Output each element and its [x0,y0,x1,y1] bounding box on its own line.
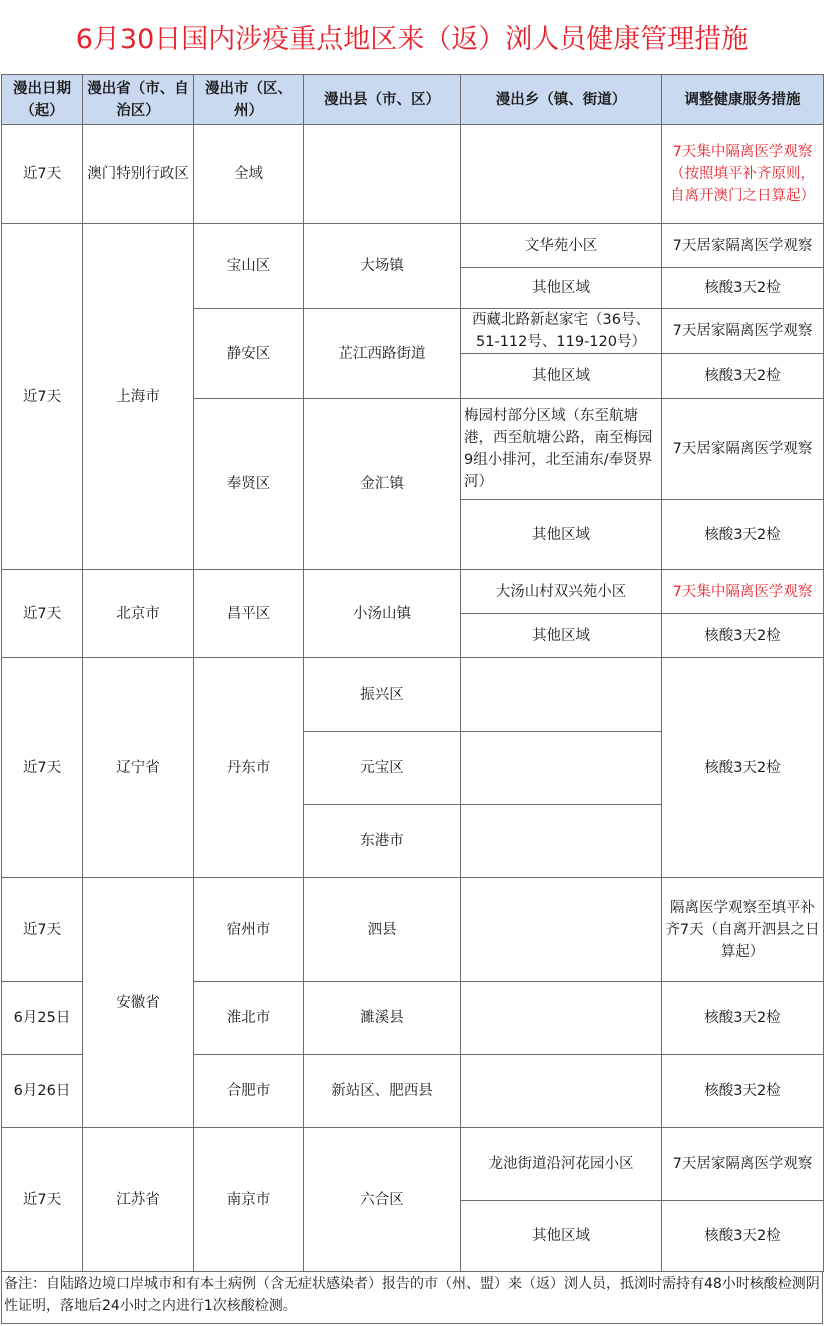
county-cell: 大场镇 [304,224,461,309]
county-cell: 东港市 [304,805,461,878]
town-cell: 大汤山村双兴苑小区 [461,570,662,614]
county-cell: 元宝区 [304,732,461,805]
measure-cell: 核酸3天2检 [662,614,824,658]
date-cell: 近7天 [2,658,83,878]
date-cell: 近7天 [2,1128,83,1272]
date-cell: 6月26日 [2,1055,83,1128]
city-cell: 丹东市 [194,658,304,878]
town-cell: 梅园村部分区域（东至航塘港，西至航塘公路，南至梅园9组小排河，北至浦东/奉贤界河） [461,399,662,500]
city-cell: 昌平区 [194,570,304,658]
town-cell [461,805,662,878]
header-county: 漫出县（市、区） [304,75,461,125]
header-measure: 调整健康服务措施 [662,75,824,125]
county-cell [304,125,461,224]
measure-cell: 7天居家隔离医学观察 [662,399,824,500]
county-cell: 濉溪县 [304,982,461,1055]
town-cell [461,878,662,982]
city-cell: 南京市 [194,1128,304,1272]
header-date: 漫出日期（起） [2,75,83,125]
province-cell: 安徽省 [83,878,194,1128]
table-row [2,570,824,614]
town-cell [461,125,662,224]
town-cell: 龙池街道沿河花园小区 [461,1128,662,1201]
measure-cell: 7天集中隔离医学观察（按照填平补齐原则，自离开澳门之日算起） [662,125,824,224]
measure-cell: 7天居家隔离医学观察 [662,309,824,354]
header-province: 漫出省（市、自治区） [83,75,194,125]
town-cell: 文华苑小区 [461,224,662,268]
measure-cell: 核酸3天2检 [662,1055,824,1128]
town-cell: 西藏北路新赵家宅（36号、51-112号、119-120号） [461,309,662,354]
date-cell: 近7天 [2,570,83,658]
county-cell: 金汇镇 [304,399,461,570]
measure-cell: 核酸3天2检 [662,268,824,309]
footnote: 备注：自陆路边境口岸城市和有本土病例（含无症状感染者）报告的市（州、盟）来（返）浏人员，抵浏时需持有48小时核酸检测阴性证明，落地后24小时之内进行1次核酸检测。 [4,1276,820,1314]
table-row [2,224,824,268]
city-cell: 全域 [194,125,304,224]
province-cell: 江苏省 [83,1128,194,1272]
province-cell: 北京市 [83,570,194,658]
page-title: 6月30日国内涉疫重点地区来（返）浏人员健康管理措施 [75,23,749,55]
table-header-row [2,75,824,125]
town-cell: 其他区域 [461,614,662,658]
measure-cell: 核酸3天2检 [662,500,824,570]
table-row [2,658,824,732]
table-row [2,878,824,982]
province-cell: 上海市 [83,224,194,570]
county-cell: 小汤山镇 [304,570,461,658]
town-cell: 其他区域 [461,268,662,309]
city-cell: 奉贤区 [194,399,304,570]
header-town: 漫出乡（镇、街道） [461,75,662,125]
table-row [2,1128,824,1201]
town-cell: 其他区域 [461,1201,662,1272]
city-cell: 静安区 [194,309,304,399]
measure-cell: 7天居家隔离医学观察 [662,1128,824,1201]
town-cell [461,732,662,805]
measure-cell: 7天居家隔离医学观察 [662,224,824,268]
town-cell [461,658,662,732]
county-cell: 芷江西路街道 [304,309,461,399]
town-cell [461,1055,662,1128]
county-cell: 六合区 [304,1128,461,1272]
date-cell: 6月25日 [2,982,83,1055]
measure-cell: 隔离医学观察至填平补齐7天（自离开泗县之日算起） [662,878,824,982]
date-cell: 近7天 [2,224,83,570]
date-cell: 近7天 [2,878,83,982]
town-cell [461,982,662,1055]
measure-cell: 核酸3天2检 [662,982,824,1055]
measure-cell: 7天集中隔离医学观察 [662,570,824,614]
table-row [2,125,824,224]
measure-cell: 核酸3天2检 [662,1201,824,1272]
measures-table [1,74,824,1272]
city-cell: 宿州市 [194,878,304,982]
town-cell: 其他区域 [461,354,662,399]
header-city: 漫出市（区、州） [194,75,304,125]
measure-cell: 核酸3天2检 [662,354,824,399]
city-cell: 宝山区 [194,224,304,309]
county-cell: 新站区、肥西县 [304,1055,461,1128]
city-cell: 淮北市 [194,982,304,1055]
county-cell: 泗县 [304,878,461,982]
county-cell: 振兴区 [304,658,461,732]
province-cell: 澳门特别行政区 [83,125,194,224]
province-cell: 辽宁省 [83,658,194,878]
city-cell: 合肥市 [194,1055,304,1128]
town-cell: 其他区域 [461,500,662,570]
date-cell: 近7天 [2,125,83,224]
measure-cell: 核酸3天2检 [662,658,824,878]
